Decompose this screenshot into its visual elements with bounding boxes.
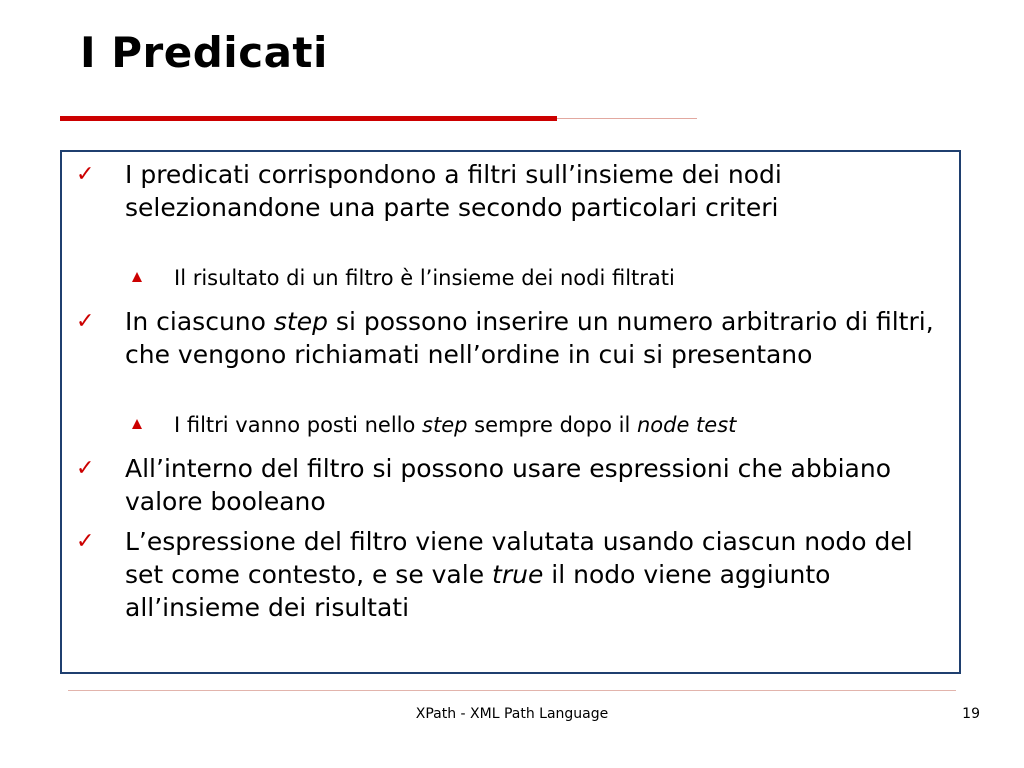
content-box	[60, 150, 961, 674]
bullet-4-text-a: L’espressione del filtro viene valutata usando ciascun nodo del set come contesto, e se vale	[125, 527, 913, 589]
check-mark-icon: ✓	[76, 309, 95, 334]
sub-bullet-1-text: Il risultato di un filtro è l’insieme dei nodi filtrati	[174, 266, 675, 290]
bullet-2-text-a: In ciascuno	[125, 307, 274, 336]
triangle-up-icon	[131, 411, 151, 430]
check-mark-icon: ✓	[76, 162, 95, 187]
slide-title: I Predicati	[80, 28, 328, 77]
bullet-1-text: I predicati corrispondono a filtri sull’insieme dei nodi selezionandone una parte secondo particolari criteri	[125, 160, 782, 222]
sub-bullet-2-text-italic-b: node test	[636, 413, 737, 437]
bullet-3-text: All’interno del filtro si possono usare espressioni che abbiano valore booleano	[125, 454, 892, 516]
check-mark-icon: ✓	[76, 529, 95, 554]
sub-bullet-2-text-italic-a: step	[422, 413, 468, 437]
sub-bullet-2-text-a: I filtri vanno posti nello	[174, 413, 423, 437]
triangle-up-icon	[131, 264, 151, 283]
bullet-1	[76, 158, 955, 224]
title-underline-thick	[60, 116, 557, 121]
bullet-3	[76, 452, 955, 518]
bullet-2	[76, 305, 955, 371]
bullet-2-text-italic: step	[273, 307, 328, 336]
sub-bullet-2	[174, 411, 954, 439]
bullet-4-text-italic: true	[492, 560, 544, 589]
check-mark-icon: ✓	[76, 456, 95, 481]
bullet-4-text-b: il nodo viene aggiunto all’insieme dei risultati	[125, 560, 831, 622]
sub-bullet-1	[174, 264, 954, 292]
sub-bullet-2-text-b: sempre dopo il	[467, 413, 637, 437]
footer-divider	[68, 690, 956, 691]
page-number: 19	[962, 706, 980, 722]
title-underline-thin	[557, 118, 697, 119]
bullet-2-text-b: si possono inserire un numero arbitrario di filtri, che vengono richiamati nell’ordine in cui si presentano	[125, 307, 934, 369]
footer-title: XPath - XML Path Language	[415, 706, 609, 722]
bullet-4	[76, 525, 955, 624]
